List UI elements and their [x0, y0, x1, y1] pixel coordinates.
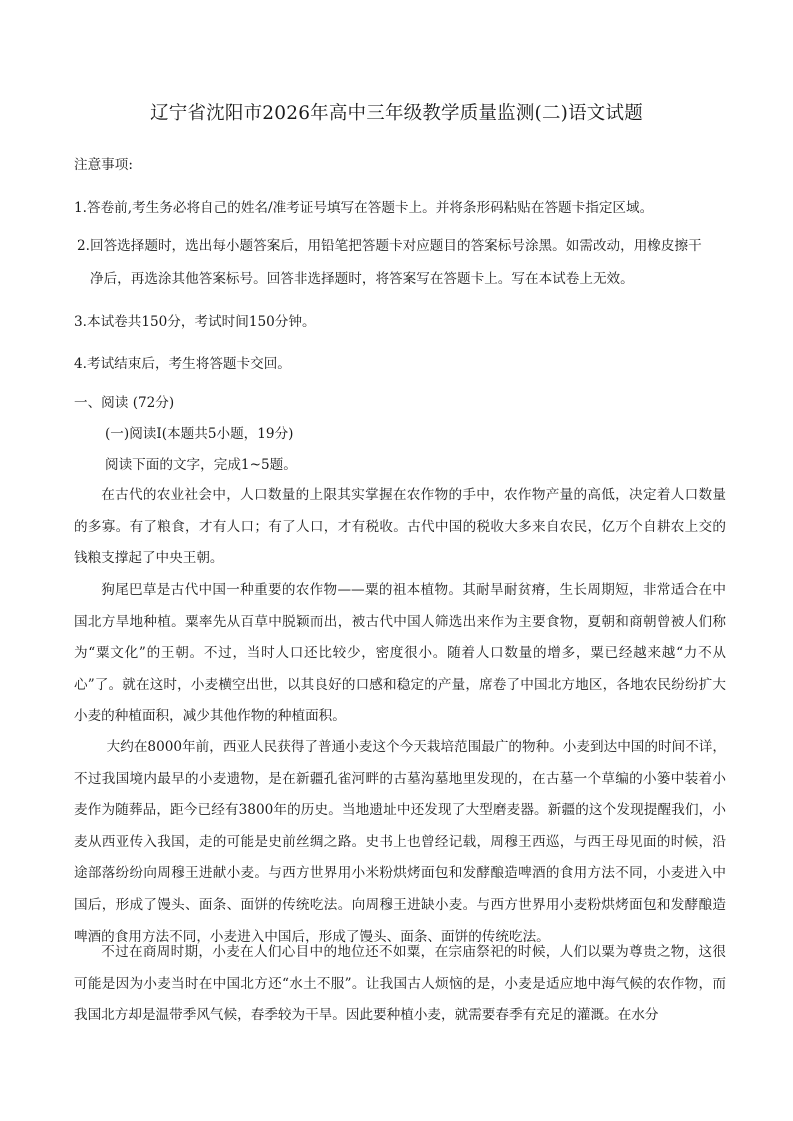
notice-item-2-line-2: 净后，再选涂其他答案标号。回答非选择题时，将答案写在答题卡上。写在本试卷上无效。 — [90, 271, 634, 287]
document-title: 辽宁省沈阳市2026年高中三年级教学质量监测(二)语文试题 — [150, 103, 643, 124]
passage-paragraph-1: 在古代的农业社会中，人口数量的上限其实掌握在农作物的手中，农作物产量的高低，决定着人口数量的多寡。有了粮食，才有人口；有了人口，才有税收。古代中国的税收大多来自农民，亿万个自耕农上交的钱粮支撑起了中央王朝。 — [74, 487, 726, 567]
notice-heading: 注意事项: — [74, 157, 133, 173]
passage-paragraph-3: 大约在8000年前，西亚人民获得了普通小麦这个今天栽培范围最广的物种。小麦到达中国的时间不详，不过我国境内最早的小麦遗物，是在新疆孔雀河畔的古墓沟墓地里发现的，在古墓一个草编的小篓中装着小麦作为随葬品，距今已经有3800年的历史。当地遗址中还发现了大型磨麦器。新疆的这个发现提醒我们，小麦从西亚传入我国，走的可能是史前丝绸之路。史书上也曾经记载，周穆王西巡，与西王母见面的时候，沿途部落纷纷向周穆王进献小麦。与西方世界用小米粉烘烤面包和发酵酿造啤酒的食用方法不同，小麦进入中国后，形成了馒头、面条、面饼的传统吃法。向周穆王进缺小麦。与西方世界用小麦粉烘烤面包和发酵酿造啤酒的食用方法不同，小麦进入中国后，形成了馒头、面条、面饼的传统吃法。 — [74, 739, 726, 945]
subsection-heading: (一)阅读Ⅰ(本题共5小题，19分) — [105, 426, 294, 442]
passage-paragraph-2: 狗尾巴草是古代中国一种重要的农作物——粟的祖本植物。其耐旱耐贫瘠，生长周期短，非常适合在中国北方旱地种植。粟率先从百草中脱颖而出，被古代中国人筛选出来作为主要食物，夏朝和商朝曾被人们称为“粟文化”的王朝。不过，当时人口还比较少，密度很小。随着人口数量的增多，粟已经越来越“力不从心”了。就在这时，小麦横空出世，以其良好的口感和稳定的产量，席卷了中国北方地区，各地农民纷纷扩大小麦的种植面积，减少其他作物的种植面积。 — [74, 582, 726, 725]
notice-item-4: 4.考试结束后，考生将答题卡交回。 — [74, 356, 291, 372]
notice-item-1: 1.答卷前,考生务必将自己的姓名/准考证号填写在答题卡上。并将条形码粘贴在答题卡指定区域。 — [74, 200, 654, 216]
passage-paragraph-4: 不过在商周时期，小麦在人们心目中的地位还不如粟，在宗庙祭祀的时候，人们以粟为尊贵之物，这很可能是因为小麦当时在中国北方还“水土不服”。让我国古人烦恼的是，小麦是适应地中海气候的农作物，而我国北方却是温带季风气候，春季较为干旱。因此要种植小麦，就需要春季有充足的灌溉。在水分 — [74, 944, 726, 1024]
notice-item-3: 3.本试卷共150分，考试时间150分钟。 — [74, 314, 316, 330]
section-heading: 一、阅读 (72分) — [74, 395, 175, 411]
reading-instruction: 阅读下面的文字，完成1~5题。 — [105, 457, 297, 473]
notice-item-2-line-1: 2.回答选择题时，选出每小题答案后，用铅笔把答题卡对应题目的答案标号涂黑。如需改动，用橡皮擦干 — [77, 238, 702, 254]
